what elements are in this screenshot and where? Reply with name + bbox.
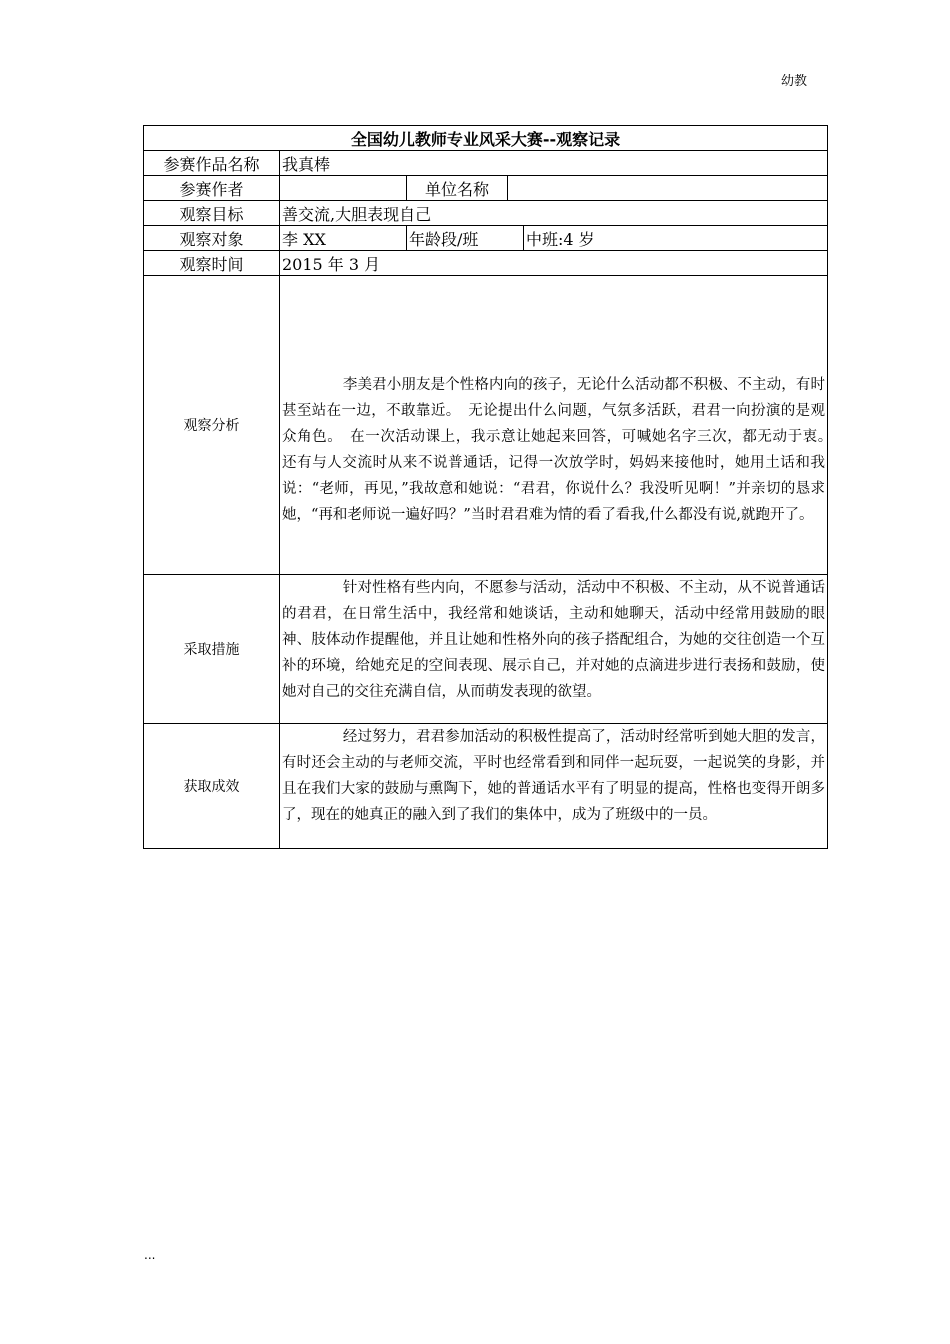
age-class-value: 中班:4 岁 (524, 226, 828, 251)
goal-value: 善交流,大胆表现自己 (280, 201, 828, 226)
time-row (144, 251, 828, 276)
results-text: 经过努力，君君参加活动的积极性提高了，活动时经常听到她大胆的发言，有时还会主动的与老师交流，平时也经常看到和同伴一起玩耍，一起说笑的身影，并且在我们大家的鼓励与熏陶下，她的普通话水平有了明显的提高，性格也变得开朗多了，现在的她真正的融入到了我们的集体中，成为了班级中的一员。 (282, 729, 825, 823)
header-tag: 幼教 (780, 74, 807, 89)
unit-label: 单位名称 (407, 176, 508, 201)
goal-label: 观察目标 (144, 201, 280, 226)
author-label: 参赛作者 (144, 176, 280, 201)
analysis-row (144, 276, 828, 575)
entry-name-value: 我真棒 (280, 151, 828, 176)
entry-name-label: 参赛作品名称 (144, 151, 280, 176)
subject-label: 观察对象 (144, 226, 280, 251)
analysis-cell (280, 276, 840, 575)
analysis-text: 李美君小朋友是个性格内向的孩子，无论什么活动都不积极、不主动，有时甚至站在一边，不敢靠近。 无论提出什么问题，气氛多活跃，君君一向扮演的是观众角色。 在一次活动课上，我示意让她起来回答，可喊她名字三次，都无动于衷。 还有与人交流时从来不说普通话，记得一次放学时，妈妈来接他时，她用土话和我说：“老师，再见，”我故意和她说：“君君，你说什么？我没听见啊！”并亲切的恳求她，“再和老师说一遍好吗？”当时君君难为情的看了看我,什么都没有说,就跑开了。 (282, 377, 840, 523)
results-cell (280, 724, 828, 849)
measures-row (144, 575, 828, 724)
unit-value (508, 176, 828, 201)
measures-cell (280, 575, 828, 724)
footer-mark: ... (144, 1248, 156, 1262)
entry-name-row (144, 151, 828, 176)
measures-text: 针对性格有些内向，不愿参与活动，活动中不积极、不主动，从不说普通话的君君，在日常生活中，我经常和她谈话，主动和她聊天，活动中经常用鼓励的眼神、肢体动作提醒他，并且让她和性格外向的孩子搭配组合，为她的交往创造一个互补的环境，给她充足的空间表现、展示自己，并对她的点滴进步进行表扬和鼓励，使她对自己的交往充满自信，从而萌发表现的欲望。 (282, 580, 825, 700)
time-value: 2015 年 3 月 (280, 251, 828, 276)
time-label: 观察时间 (144, 251, 280, 276)
record-title: 全国幼儿教师专业风采大赛--观察记录 (144, 126, 828, 151)
goal-row (144, 201, 828, 226)
observation-record-table (143, 125, 840, 849)
measures-label: 采取措施 (144, 575, 280, 724)
results-row (144, 724, 828, 849)
subject-row (144, 226, 828, 251)
age-class-label: 年龄段/班 (407, 226, 524, 251)
author-row (144, 176, 828, 201)
author-value (280, 176, 407, 201)
subject-value: 李 XX (280, 226, 407, 251)
analysis-label: 观察分析 (144, 276, 280, 575)
title-row (144, 126, 828, 151)
results-label: 获取成效 (144, 724, 280, 849)
